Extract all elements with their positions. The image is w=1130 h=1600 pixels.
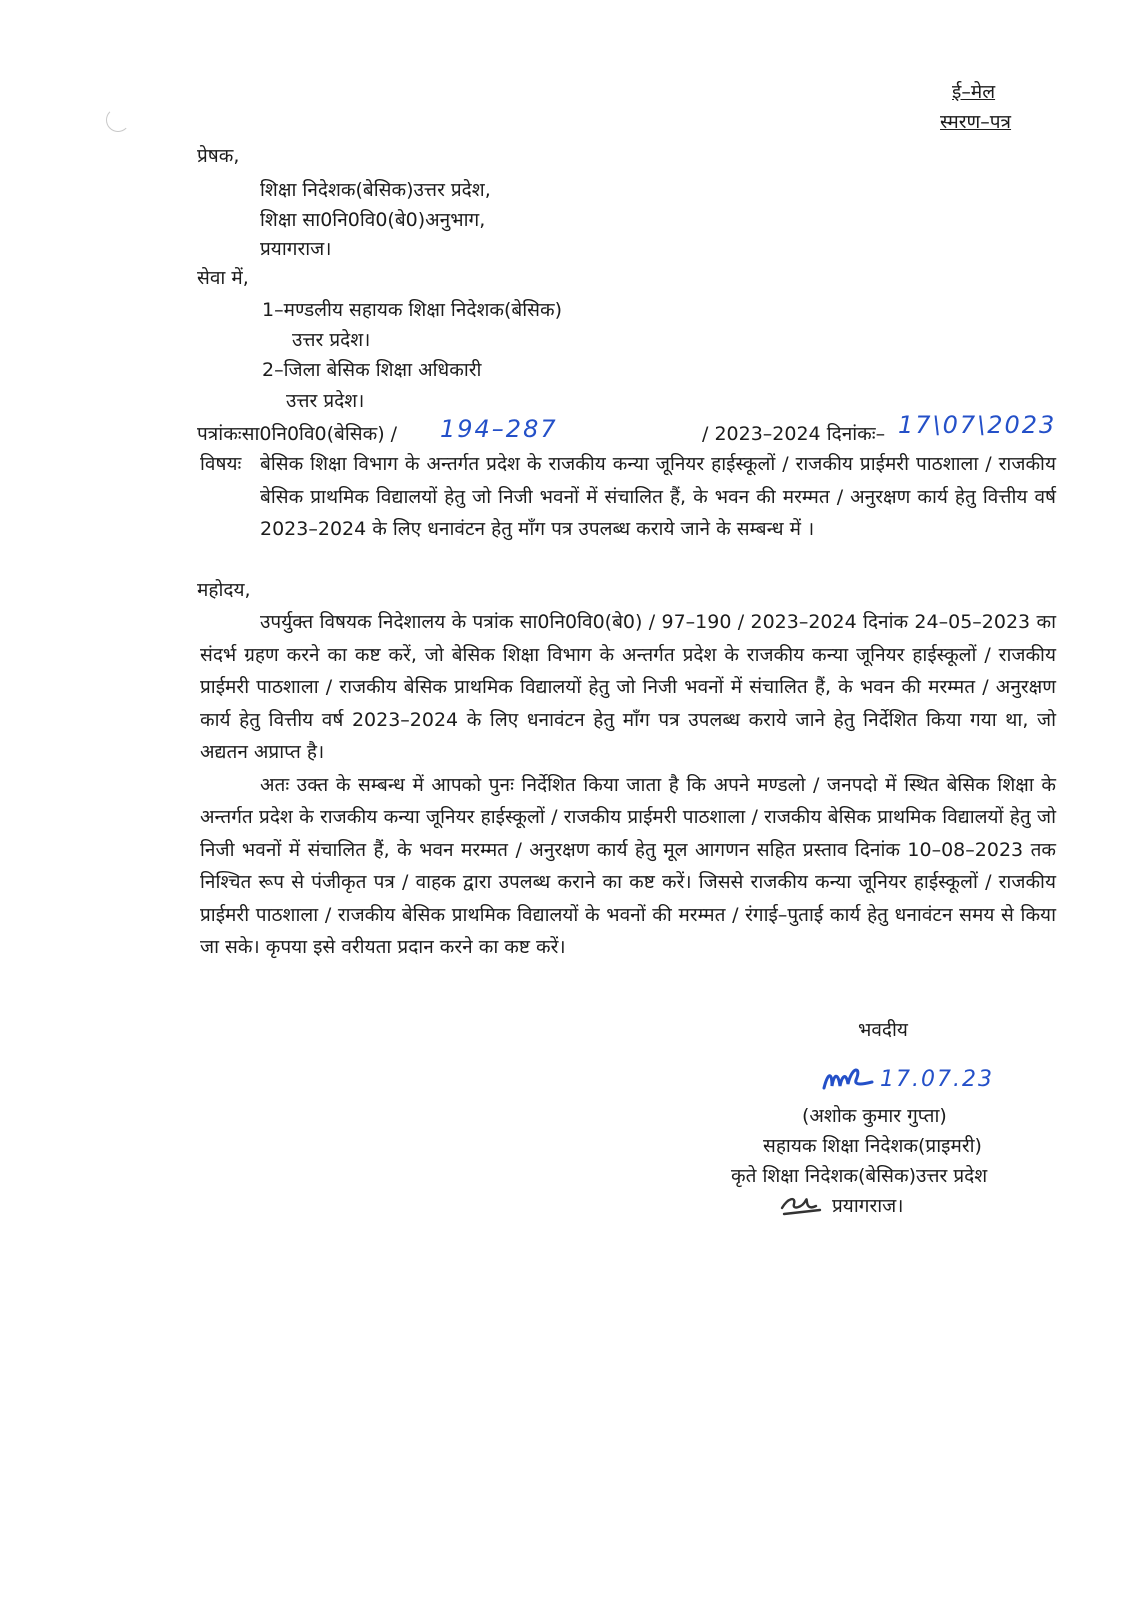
reference-year: / 2023–2024 दिनांकः–: [702, 423, 886, 445]
signature-icon: [820, 1062, 876, 1096]
signatory-office: कृते शिक्षा निदेशक(बेसिक)उत्तर प्रदेश: [731, 1165, 988, 1187]
body-paragraph: अतः उक्त के सम्बन्ध में आपको पुनः निर्देशित किया जाता है कि अपने मण्डलो / जनपदो में स्थित बेसिक शिक्षा के अन्तर्गत प्रदेश के राजकीय कन्या जूनियर हाईस्कूलों / राजकीय प्राईमरी पाठशाला / राजकीय बेसिक प्राथमिक विद्यालयों हेतु जो निजी भवनों में संचालित हैं, के भवन मरम्मत / अनुरक्षण कार्य हेतु मूल आगणन सहित प्रस्ताव दिनांक 10–08–2023 तक निश्चित रूप से पंजीकृत पत्र / वाहक द्वारा उपलब्ध कराने का कष्ट करें। जिससे राजकीय कन्या जूनियर हाईस्कूलों / राजकीय प्राईमरी पाठशाला / राजकीय बेसिक प्राथमिक विद्यालयों के भवनों की मरम्मत / रंगाई–पुताई कार्य हेतु धनावंटन समय से किया जा सके। कृपया इसे वरीयता प्रदान करने का कष्ट करें।: [200, 773, 1056, 958]
sender-line: शिक्षा निदेशक(बेसिक)उत्तर प्रदेश,: [260, 179, 491, 201]
sender-line: प्रयागराज।: [260, 238, 332, 260]
sender-label: प्रेषक,: [197, 145, 240, 167]
punch-hole-mark: [106, 108, 130, 132]
reminder-label: स्मरण–पत्र: [940, 111, 1012, 133]
reference-number-handwritten: 194–287: [440, 415, 558, 443]
letter-body: [200, 606, 1056, 964]
recipient-label: सेवा में,: [197, 267, 249, 289]
signature-date: 17.07.23: [880, 1067, 994, 1092]
salutation: महोदय,: [197, 579, 251, 601]
recipient-line: उत्तर प्रदेश।: [286, 390, 365, 412]
subject-block: [200, 448, 1056, 546]
initials-icon: [778, 1190, 826, 1218]
signatory-name: (अशोक कुमार गुप्ता): [802, 1105, 947, 1127]
recipient-line: 1–मण्डलीय सहायक शिक्षा निदेशक(बेसिक): [262, 299, 563, 321]
recipient-line: उत्तर प्रदेश।: [292, 329, 371, 351]
subject-label: विषयः: [200, 453, 242, 475]
subject-text: बेसिक शिक्षा विभाग के अन्तर्गत प्रदेश के राजकीय कन्या जूनियर हाईस्कूलों / राजकीय प्राईमरी पाठशाला / राजकीय बेसिक प्राथमिक विद्यालयों हेतु जो निजी भवनों में संचालित हैं, के भवन की मरम्मत / अनुरक्षण कार्य हेतु वित्तीय वर्ष 2023–2024 के लिए धनावंटन हेतु माँग पत्र उपलब्ध कराये जाने के सम्बन्ध में ।: [260, 453, 1056, 540]
email-label: ई–मेल: [952, 81, 996, 103]
signatory-city: प्रयागराज।: [832, 1195, 904, 1217]
reference-date-handwritten: 17\07\2023: [898, 411, 1057, 439]
sender-line: शिक्षा सा0नि0वि0(बे0)अनुभाग,: [260, 209, 486, 231]
signatory-designation: सहायक शिक्षा निदेशक(प्राइमरी): [763, 1135, 982, 1157]
body-paragraph: उपर्युक्त विषयक निदेशालय के पत्रांक सा0नि0वि0(बे0) / 97–190 / 2023–2024 दिनांक 24–05–2023 का संदर्भ ग्रहण करने का कष्ट करें, जो बेसिक शिक्षा विभाग के अन्तर्गत प्रदेश के राजकीय कन्या जूनियर हाईस्कूलों / राजकीय प्राईमरी पाठशाला / राजकीय बेसिक प्राथमिक विद्यालयों हेतु जो निजी भवनों में संचालित हैं, के भवन की मरम्मत / अनुरक्षण कार्य हेतु वित्तीय वर्ष 2023–2024 के लिए धनावंटन हेतु माँग पत्र उपलब्ध कराये जाने हेतु निर्देशित किया गया था, जो अद्यतन अप्राप्त है।: [200, 611, 1056, 763]
recipient-line: 2–जिला बेसिक शिक्षा अधिकारी: [262, 359, 482, 381]
closing: भवदीय: [858, 1019, 908, 1041]
reference-prefix: पत्रांकःसा0नि0वि0(बेसिक) /: [197, 423, 398, 445]
